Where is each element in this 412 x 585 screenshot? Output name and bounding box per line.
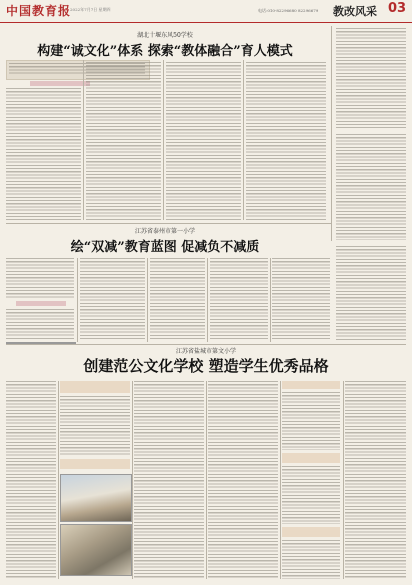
article-2-subhead — [16, 301, 66, 306]
section-title: 教改风采 — [333, 5, 377, 18]
column-divider — [163, 60, 164, 220]
article-3-col-2a — [60, 396, 130, 456]
column-divider — [207, 258, 208, 342]
article-3-subhead-box — [60, 381, 130, 393]
article-3-subhead-box — [60, 459, 130, 469]
article-1-headline: 构建“诚文化”体系 探索“教体融合”育人模式 — [37, 44, 293, 59]
sidebar-text-mid — [336, 134, 406, 240]
article-1-col-4 — [246, 62, 326, 220]
article-2-col-1 — [6, 309, 74, 339]
article-3-headline: 创建范公文化学校 塑造学生优秀品格 — [83, 357, 329, 375]
column-divider — [270, 258, 271, 342]
article-1-subhead-1 — [30, 81, 90, 86]
article-2-col-5 — [272, 258, 330, 340]
column-divider — [132, 381, 133, 579]
article-2-col-3 — [150, 258, 205, 340]
column-divider — [331, 26, 332, 241]
column-divider — [206, 381, 207, 579]
article-2-headline: 绘“双减”教育蓝图 促减负不减质 — [70, 240, 260, 255]
article-2-kicker: 江苏省泰州市第一小学 — [134, 228, 195, 235]
column-divider — [280, 381, 281, 579]
newspaper-logo: 中国教育报 — [6, 4, 72, 18]
section-divider — [6, 223, 331, 224]
article-3-subhead-box — [282, 453, 340, 463]
article-3-kicker: 江苏省盐城市第文小学 — [175, 348, 236, 355]
hotline: 电话:010-82296680 82296679 — [258, 8, 319, 13]
page-number: 03 — [388, 1, 407, 16]
article-3-col-3 — [134, 381, 204, 579]
article-3-photo-1 — [60, 474, 132, 522]
article-2-intro — [6, 258, 74, 298]
article-2-col-2 — [80, 258, 145, 340]
article-1-kicker: 湖北十堰东风50学校 — [137, 32, 193, 39]
column-divider — [243, 60, 244, 220]
article-1-col-2 — [86, 62, 161, 220]
article-3-col-5b — [282, 466, 340, 524]
article-1-col-1 — [6, 88, 81, 220]
issue-date: 2022年7月7日 星期四 — [70, 7, 111, 12]
masthead — [0, 0, 412, 23]
sidebar-text-bottom — [336, 246, 406, 340]
column-divider — [147, 258, 148, 342]
sidebar-text-top — [336, 28, 406, 128]
article-3-col-6 — [345, 381, 406, 579]
article-1-col-3 — [166, 62, 241, 220]
article-3-col-5 — [282, 392, 340, 450]
article-3-subhead-box — [282, 381, 340, 389]
column-divider — [343, 381, 344, 579]
article-3-col-5c — [282, 540, 340, 579]
article-3-col-1 — [6, 381, 56, 579]
article-3-subhead-box — [282, 527, 340, 537]
column-divider — [58, 381, 59, 579]
column-divider — [83, 60, 84, 220]
article-3-col-4 — [208, 381, 278, 579]
column-divider — [77, 258, 78, 342]
section-divider — [6, 344, 406, 345]
article-2-col-4 — [210, 258, 268, 340]
article-3-photo-2 — [60, 524, 132, 576]
